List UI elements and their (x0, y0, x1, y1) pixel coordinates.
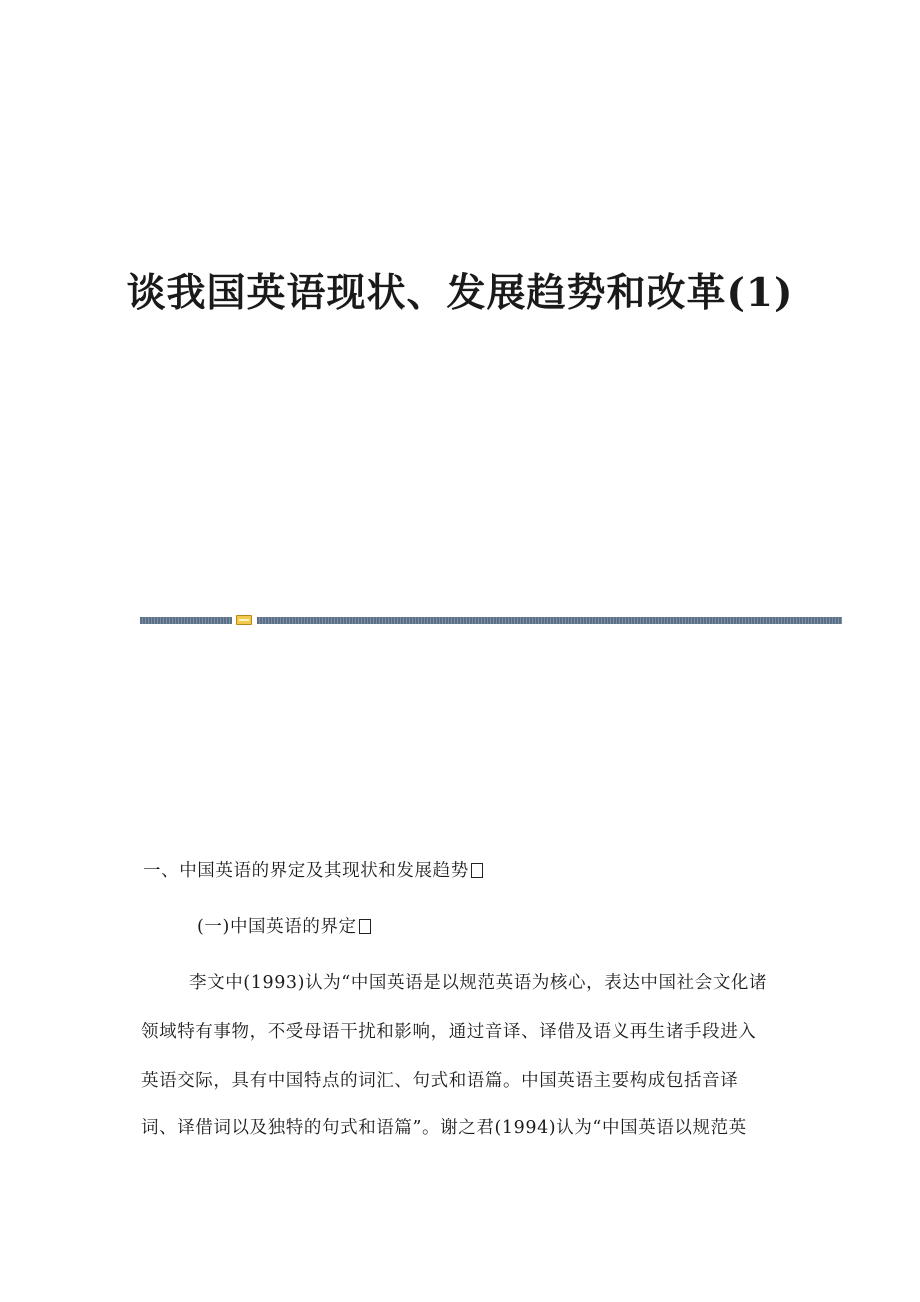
body-line-4: 词、译借词以及独特的句式和语篇”。谢之君(1994)认为“中国英语以规范英 (141, 1118, 747, 1138)
document-title: 谈我国英语现状、发展趋势和改革(1) (126, 270, 794, 316)
subsection-heading: (一)中国英语的界定 (197, 913, 371, 938)
divider-right-bar (257, 617, 842, 624)
section-heading: 一、中国英语的界定及其现状和发展趋势 (143, 857, 483, 882)
divider-ornament-icon (236, 615, 252, 625)
body-line-3: 英语交际，具有中国特点的词汇、句式和语篇。中国英语主要构成包括音译 (141, 1071, 739, 1091)
title-divider (140, 615, 842, 625)
placeholder-box-icon (471, 863, 483, 878)
body-line-2: 领域特有事物，不受母语干扰和影响，通过音译、译借及语义再生诸手段进入 (141, 1022, 757, 1042)
body-line-1: 李文中(1993)认为“中国英语是以规范英语为核心，表达中国社会文化诸 (189, 973, 768, 993)
divider-left-bar (140, 617, 232, 624)
placeholder-box-icon (359, 919, 371, 934)
